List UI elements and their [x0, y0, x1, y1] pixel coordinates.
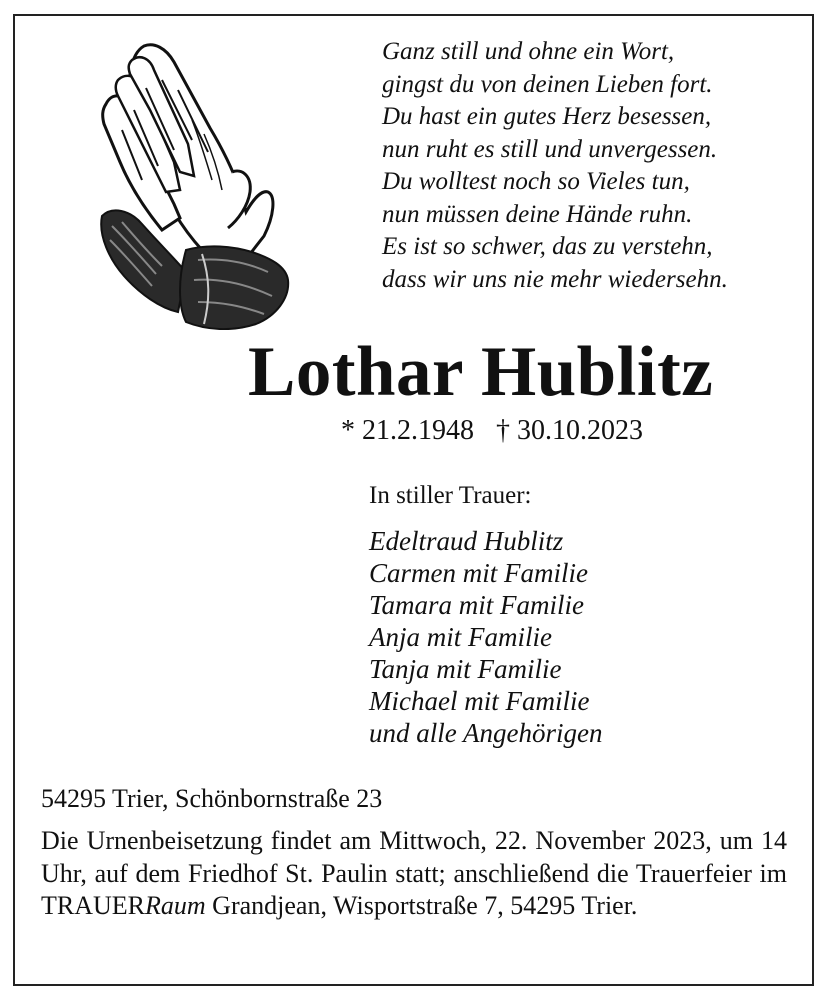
- poem-line: Du hast ein gutes Herz besessen,: [382, 103, 712, 130]
- mourner-list: [369, 525, 602, 749]
- funeral-text-end: Grandjean, Wisportstraße 7, 54295 Trier.: [205, 891, 638, 920]
- family-address: 54295 Trier, Schönbornstraße 23: [41, 784, 383, 813]
- deceased-name: Lothar Hublitz: [248, 333, 714, 411]
- poem: [382, 36, 802, 296]
- poem-line: Ganz still und ohne ein Wort,: [382, 38, 675, 65]
- mourner-name: Edeltraud Hublitz: [369, 526, 564, 556]
- poem-line: dass wir uns nie mehr wiedersehn.: [382, 265, 728, 293]
- mourner-name: und alle Angehörigen: [369, 718, 603, 748]
- birth-date: * 21.2.1948: [341, 415, 474, 446]
- poem-line: nun ruht es still und unvergessen.: [382, 135, 718, 163]
- praying-hands-icon: [82, 40, 292, 330]
- mourner-name: Tanja mit Familie: [369, 654, 562, 684]
- mourner-name: Tamara mit Familie: [369, 590, 585, 620]
- mourner-name: Michael mit Familie: [369, 686, 590, 716]
- death-date: † 30.10.2023: [496, 415, 643, 446]
- poem-line: nun müssen deine Hände ruhn.: [382, 200, 693, 228]
- mourner-name: Carmen mit Familie: [369, 558, 588, 588]
- mourning-intro: In stiller Trauer:: [369, 482, 532, 509]
- life-dates: [341, 413, 643, 449]
- poem-line: Du wolltest noch so Vieles tun,: [382, 168, 690, 195]
- poem-line: Es ist so schwer, das zu verstehn,: [382, 233, 713, 260]
- funeral-notice: [41, 825, 787, 923]
- mourner-name: Anja mit Familie: [369, 622, 552, 652]
- funeral-text: Die Urnenbeisetzung findet am Mittwoch, 22. November 2023, um 14 Uhr, auf dem Friedhof St. Paulin statt; anschließend die Trauerfeier im TRAUER: [41, 826, 787, 920]
- funeral-venue-italic: Raum: [145, 891, 206, 920]
- poem-line: gingst du von deinen Lieben fort.: [382, 70, 713, 98]
